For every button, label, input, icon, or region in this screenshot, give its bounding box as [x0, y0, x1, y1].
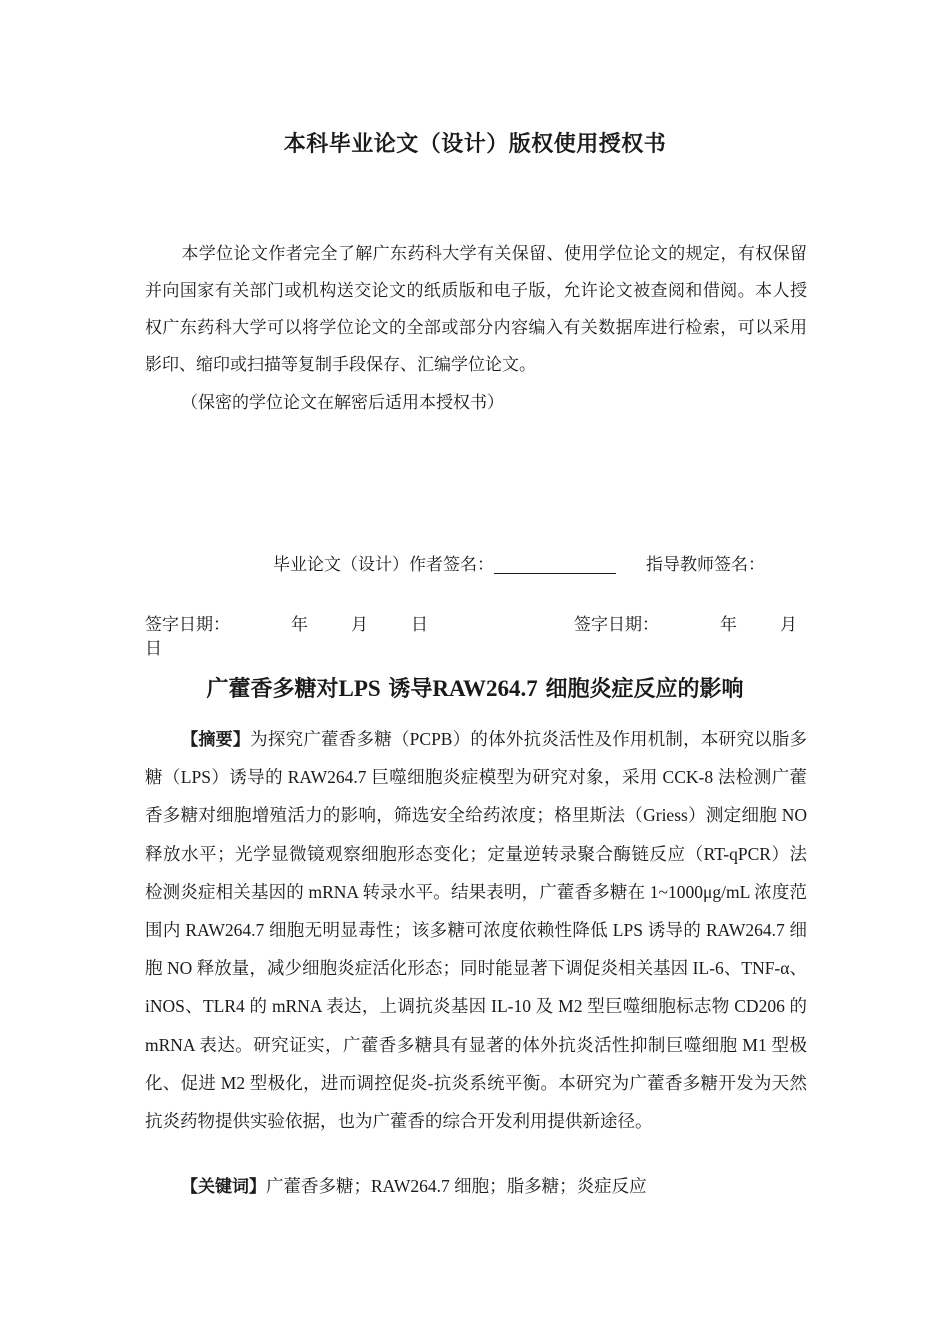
author-signature-label: 毕业论文（设计）作者签名： — [273, 555, 494, 575]
advisor-signature-label: 指导教师签名： — [646, 555, 765, 575]
advisor-date-row — [574, 610, 797, 640]
advisor-date-year: 年 — [720, 615, 737, 635]
author-signature-blank — [494, 555, 616, 574]
author-date-month: 月 — [351, 615, 368, 635]
keywords-label: 【关键词】 — [181, 1177, 266, 1197]
author-date-year: 年 — [291, 615, 308, 635]
authorization-title: 本科毕业论文（设计）版权使用授权书 — [283, 132, 667, 157]
authorization-body-text: 本学位论文作者完全了解广东药科大学有关保留、使用学位论文的规定，有权保留并向国家有关部门或机构送交论文的纸质版和电子版，允许论文被查阅和借阅。本人授权广东药科大学可以将学位论文的全部或部分内容编入有关数据库进行检索，可以采用影印、缩印或扫描等复制手段保存、汇编学位论文。 — [145, 244, 807, 375]
author-date-day: 日 — [411, 615, 428, 635]
authorization-body — [145, 236, 807, 384]
paper-title: 广藿香多糖对LPS 诱导RAW264.7 细胞炎症反应的影响 — [206, 676, 744, 702]
abstract-text: 为探究广藿香多糖（PCPB）的体外抗炎活性及作用机制，本研究以脂多糖（LPS）诱导的 RAW264.7 巨噬细胞炎症模型为研究对象，采用 CCK-8 法检测广藿香多糖对细胞增殖活力的影响，筛选安全给药浓度；格里斯法（Griess）测定细胞 NO 释放水平；光学显微镜观察细胞形态变化；定量逆转录聚合酶链反应（RT-qPCR）法检测炎症相关基因的 mRNA 转录水平。结果表明，广藿香多糖在 1~1000μg/mL 浓度范围内 RAW264.7 细胞无明显毒性；该多糖可浓度依赖性降低 LPS 诱导的 RAW264.7 细胞 NO 释放量，减少细胞炎症活化形态；同时能显著下调促炎相关基因 IL-6、TNF-α、iNOS、TLR4 的 mRNA 表达，上调抗炎基因 IL-10 及 M2 型巨噬细胞标志物 CD206 的 mRNA 表达。研究证实，广藿香多糖具有显著的体外抗炎活性抑制巨噬细胞 M1 型极化、促进 M2 型极化，进而调控促炎-抗炎系统平衡。本研究为广藿香多糖开发为天然抗炎药物提供实验依据，也为广藿香的综合开发利用提供新途径。 — [145, 729, 808, 1132]
confidential-note: （保密的学位论文在解密后适用本授权书） — [181, 393, 504, 413]
keywords — [181, 1168, 647, 1206]
signature-row — [273, 548, 765, 582]
abstract — [145, 721, 807, 1141]
author-date-label: 签字日期： — [145, 615, 230, 635]
abstract-label: 【摘要】 — [181, 730, 251, 750]
author-date-row — [145, 610, 428, 640]
advisor-date-month: 月 — [780, 615, 797, 635]
advisor-date-day: 日 — [145, 639, 162, 659]
keywords-text: 广藿香多糖；RAW264.7 细胞；脂多糖；炎症反应 — [266, 1176, 647, 1196]
advisor-date-label: 签字日期： — [574, 615, 659, 635]
